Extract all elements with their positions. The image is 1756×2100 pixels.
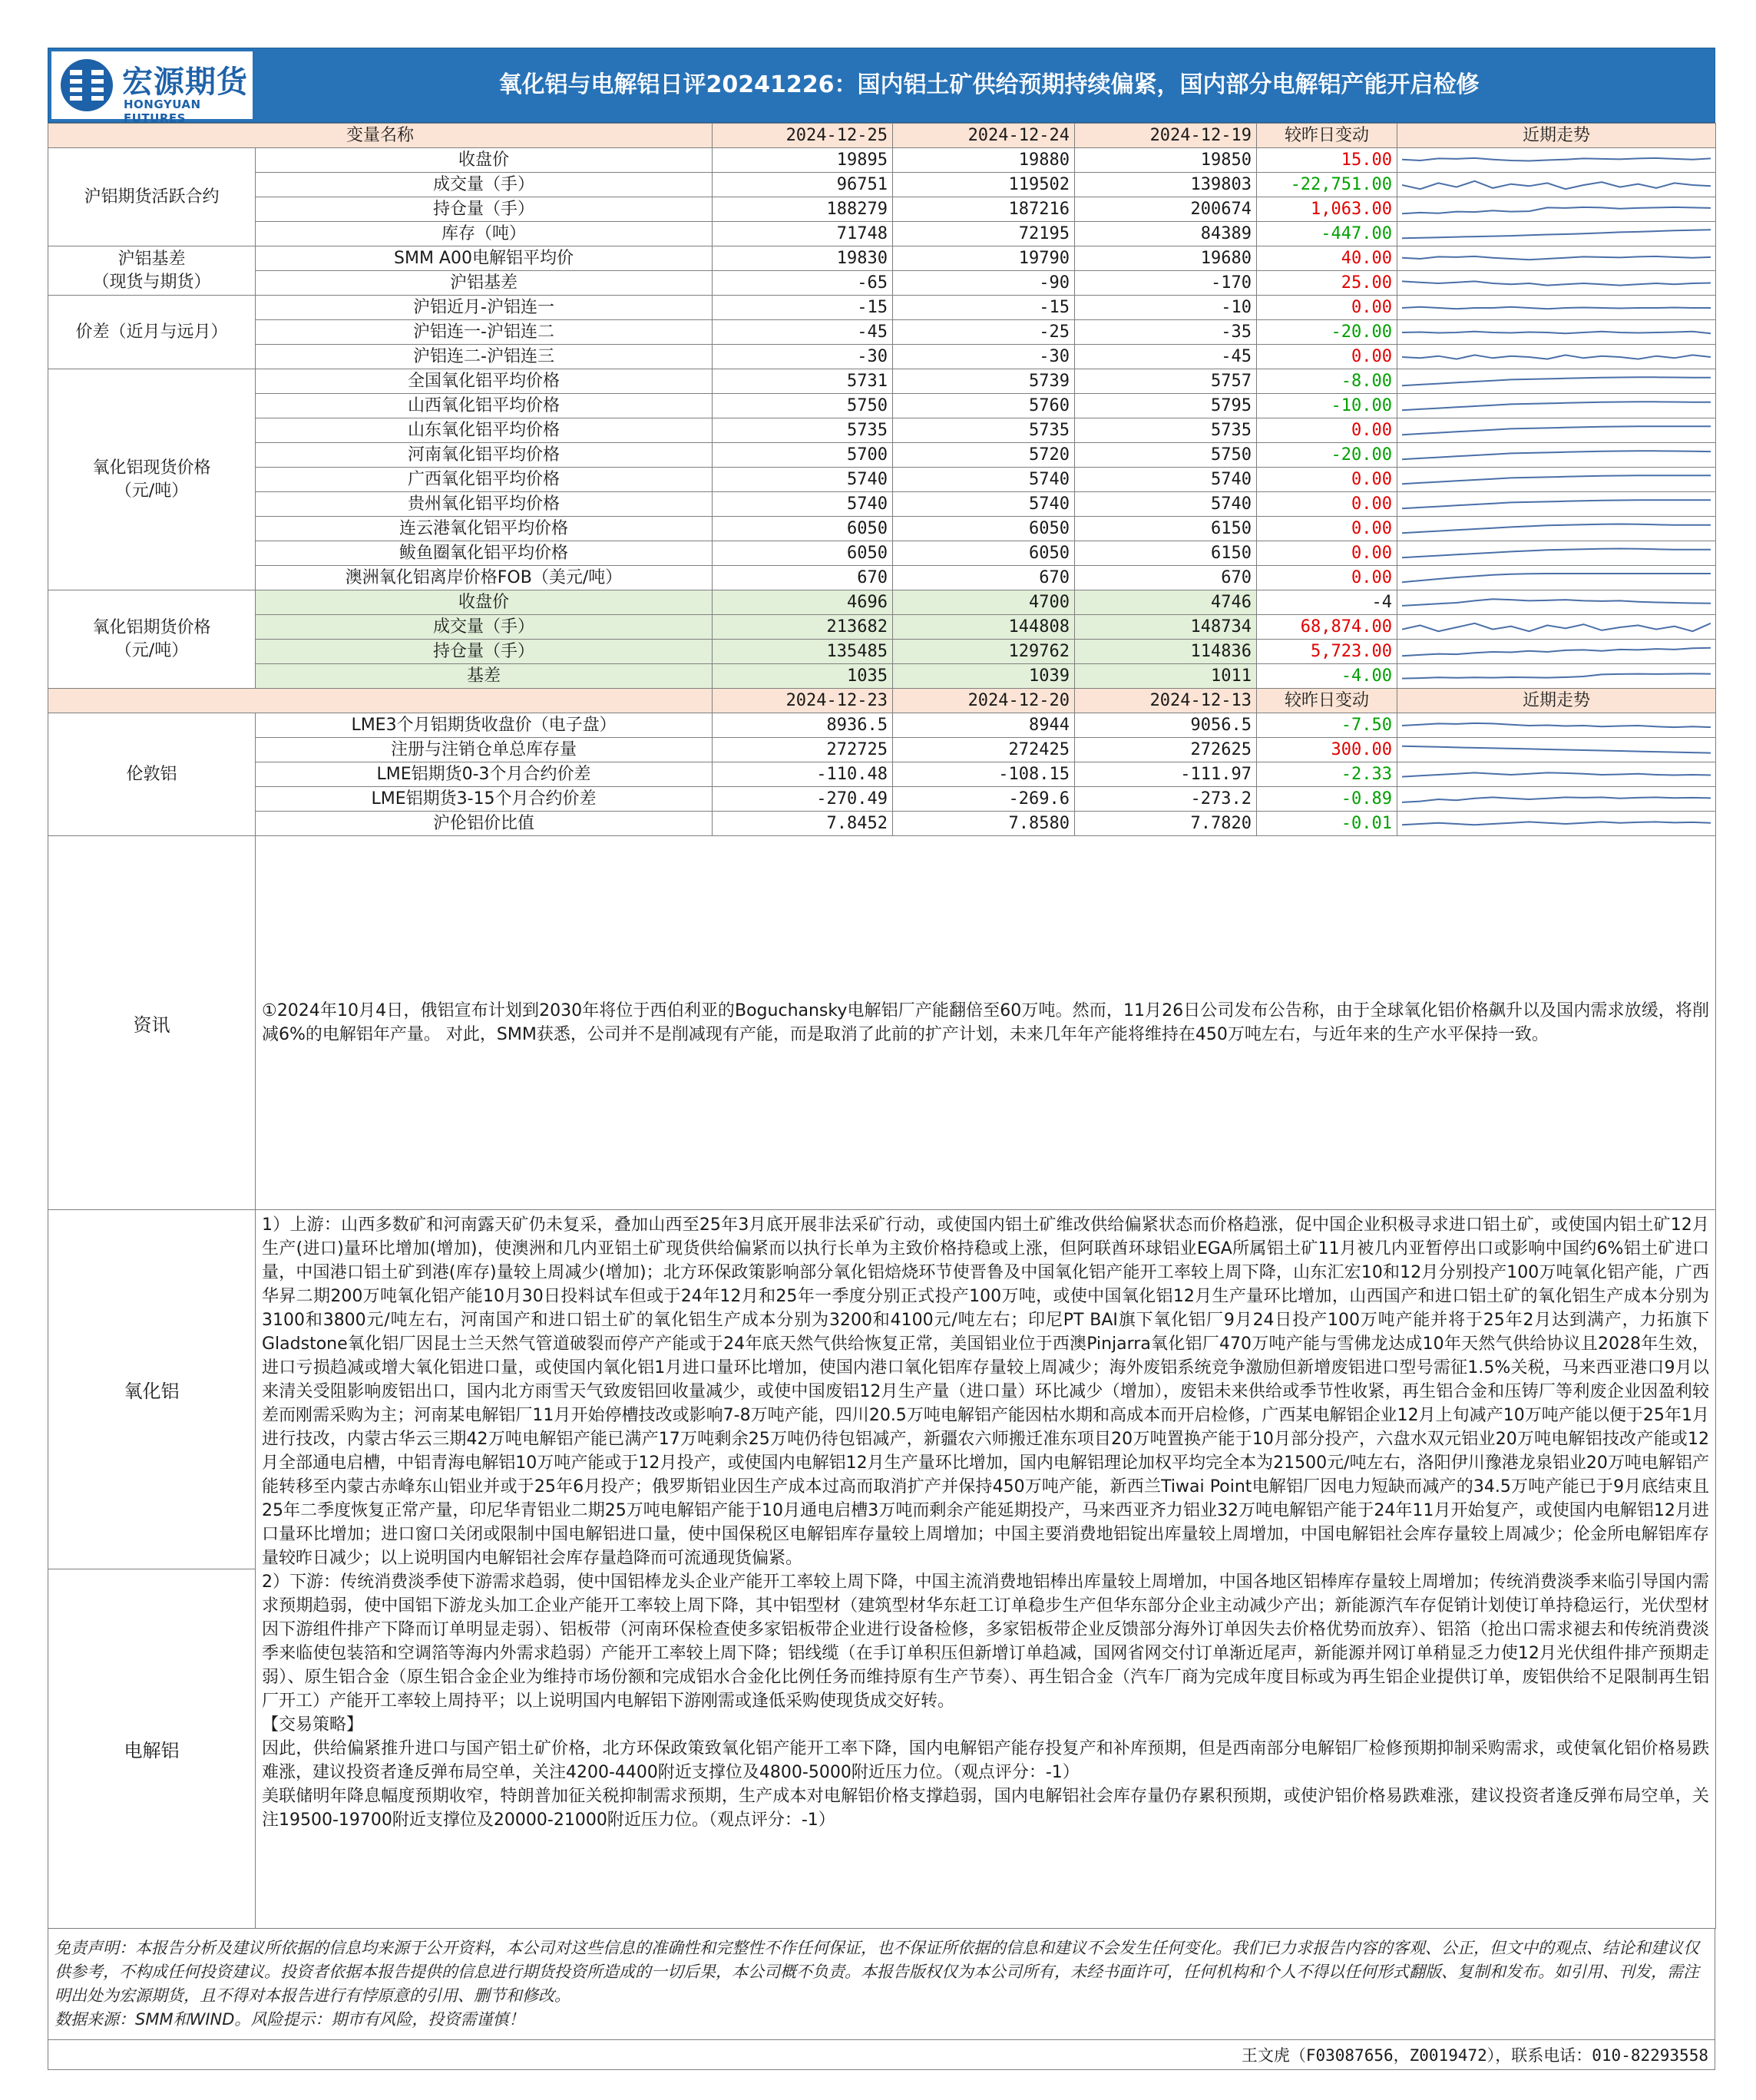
variable-name: SMM A00电解铝平均价 xyxy=(256,246,713,271)
change-value: 68,874.00 xyxy=(1257,615,1397,640)
variable-name: 澳洲氧化铝离岸价格FOB（美元/吨） xyxy=(256,566,713,590)
variable-name: 沪铝连一-沪铝连二 xyxy=(256,320,713,345)
sparkline-cell xyxy=(1397,812,1716,836)
table-row xyxy=(48,640,1716,664)
alumina-label: 氧化铝 xyxy=(48,1210,255,1569)
header-trend: 近期走势 xyxy=(1397,689,1716,713)
header-variable-name: 变量名称 xyxy=(48,124,713,148)
value-v2: 5720 xyxy=(893,443,1075,468)
sparkline-cell xyxy=(1397,640,1716,664)
trend-line xyxy=(1402,500,1711,508)
aluminum-label: 电解铝 xyxy=(124,1740,180,1761)
value-v1: 5750 xyxy=(713,394,893,418)
value-v1: -15 xyxy=(713,296,893,320)
sparkline-cell xyxy=(1397,394,1716,418)
trend-sparkline xyxy=(1402,494,1711,514)
value-v2: 6050 xyxy=(893,517,1075,541)
table-row xyxy=(48,517,1716,541)
variable-name: LME3个月铝期货收盘价（电子盘） xyxy=(256,713,713,738)
value-v1: -45 xyxy=(713,320,893,345)
variable-name: LME铝期货3-15个月合约价差 xyxy=(256,787,713,812)
sparkline-cell xyxy=(1397,296,1716,320)
value-v3: 7.7820 xyxy=(1075,812,1257,836)
value-v3: 272625 xyxy=(1075,738,1257,762)
value-v3: 5740 xyxy=(1075,492,1257,517)
variable-name: 广西氧化铝平均价格 xyxy=(256,468,713,492)
value-v2: -25 xyxy=(893,320,1075,345)
trend-line xyxy=(1402,402,1711,410)
table-row xyxy=(48,812,1716,836)
value-v3: 84389 xyxy=(1075,222,1257,246)
value-v3: 1011 xyxy=(1075,664,1257,689)
trend-line xyxy=(1402,475,1711,484)
value-v1: 272725 xyxy=(713,738,893,762)
value-v2: 5760 xyxy=(893,394,1075,418)
value-v2: 5735 xyxy=(893,418,1075,443)
value-v1: 19830 xyxy=(713,246,893,271)
value-v3: 148734 xyxy=(1075,615,1257,640)
table-row xyxy=(48,566,1716,590)
value-v3: 4746 xyxy=(1075,590,1257,615)
value-v1: 213682 xyxy=(713,615,893,640)
value-v1: 188279 xyxy=(713,197,893,222)
value-v3: 9056.5 xyxy=(1075,713,1257,738)
sparkline-cell xyxy=(1397,173,1716,197)
variable-name: 沪伦铝价比值 xyxy=(256,812,713,836)
header-date-d3: 2024-12-19 xyxy=(1075,124,1257,148)
sparkline-cell xyxy=(1397,664,1716,689)
trend-sparkline xyxy=(1402,224,1711,244)
report-page xyxy=(48,48,1715,2070)
change-value: -8.00 xyxy=(1257,369,1397,394)
change-value: -0.01 xyxy=(1257,812,1397,836)
trend-sparkline xyxy=(1402,421,1711,441)
analyst-contact: 王文虎（F03087656，Z0019472），联系电话：010-82293558 xyxy=(48,2040,1715,2070)
table-row xyxy=(48,713,1716,738)
value-v2: 1039 xyxy=(893,664,1075,689)
trend-line xyxy=(1402,331,1711,333)
sparkline-cell xyxy=(1397,418,1716,443)
value-v1: -65 xyxy=(713,271,893,296)
table-header-row xyxy=(48,689,1716,713)
change-value: -4.00 xyxy=(1257,664,1397,689)
value-v3: -170 xyxy=(1075,271,1257,296)
value-v1: 19895 xyxy=(713,148,893,173)
trend-line xyxy=(1402,524,1711,533)
trend-sparkline xyxy=(1402,765,1711,785)
trend-line xyxy=(1402,306,1711,309)
trend-sparkline xyxy=(1402,200,1711,220)
analysis-text: 1）上游：山西多数矿和河南露天矿仍未复采，叠加山西至25年3月底开展非法采矿行动，或使国内铝土矿维改供给偏紧状态而价格趋涨，促中国企业积极寻求进口铝土矿，或使国内铝土矿12月生产(进口)量环比增加(增加)，使澳洲和几内亚铝土矿现货供给偏紧而以执行长单为主致价格持稳或上涨，但阿联酋环球铝业EGA所属铝土矿11月被几内亚暂停出口或影响中国约6%铝土矿进口量，中国港口铝土矿到港(库存)量较上周减少(增加)；北方环保政策影响部分氧化铝焙烧环节使晋鲁及中国氧化铝产能开工率较上周下降，山东汇宏10和12月分别投产100万吨氧化铝产能，广西华昇二期200万吨氧化铝产能10月30日投料试车但或于24年12月和25年一季度分别正式投产100万吨，或使中国氧化铝12月生产量环比增加，山西国产和进口铝土矿的氧化铝生产成本分别为3100和3800元/吨左右，河南国产和进口铝土矿的氧化铝生产成本分别为3200和4100元/吨左右；印尼PT BAI旗下氧化铝厂9月24日投产100万吨产能并将于25年2月达到满产，力拓旗下Gladstone氧化铝厂因昆士兰天然气管道破裂而停产产能或于24年底天然气供给恢复正常，美国铝业位于西澳Pinjarra氧化铝厂470万吨产能与雪佛龙达成10年天然气供给协议且2028年生效，进口亏损趋减或增大氧化铝进口量，或使国内氧化铝1月进口量环比增加，使国内港口氧化铝库存量较上周减少；海外废铝系统竞争激励但新增废铝进口型号需征1.5%关税，马来西亚港口9月以来清关受阻影响废铝出口，国内北方雨雪天气致废铝回收量减少，或使中国废铝12月生产量（进口量）环比减少（增加），废铝未来供给或季节性收紧，再生铝合金和压铸厂等利废企业因盈利较差而刚需采购为主；河南某电解铝厂11月开始停槽技改或影响7-8万吨产能，四川20.5万吨电解铝产能因枯水期和高成本而开启检修，广西某电解铝企业12月上旬减产10万吨产能以便于25年1月进行技改，内蒙古华云三期42万吨电解铝产能已满产17万吨剩余25万吨仍待包铝减产，新疆农六师搬迁准东项目20万吨置换产能于10月部分投产，六盘水双元铝业20万吨电解铝技改产能或12月全部通电启槽，中铝青海电解铝10万吨产能或于12月投产，或使国内电解铝12月生产量环比增加，国内电解铝理论加权平均完全本为21500元/吨左右，洛阳伊川豫港龙泉铝业20万吨电解铝产能转移至内蒙古赤峰东山铝业并或于25年6月投产；俄罗斯铝业因生产成本过高而取消扩产并保持450万吨产能，新西兰Tiwai Point电解铝厂因电力短缺而减产的34.5万吨产能已于9月底结束且25年二季度恢复正常产量，印尼华青铝业二期25万吨电解铝产能于10月通电启槽3万吨而剩余产能延期投产，马来西亚齐力铝业32万吨电解铝产能于24年11月开始复产，或使国内电解铝12月进口量环比增加；进口窗口关闭或限制中国电解铝进口量，使中国保税区电解铝库存量较上周增加；中国主要消费地铝锭出库量较上周增加，中国电解铝社会库存量较上周减少；伦金所电解铝库存量较昨日减少；以上说明国内电解铝社会库存量趋降而可流通现货偏紧。 2）下游：传统消费淡季使下游需求趋弱，使中国铝棒龙头企业产能开工率较上周下降，中国主流消费地铝棒出库量较上周增加，中国各地区铝棒库存量较上周增加；传统消费淡季来临引导国内需求预期趋弱，使中国铝下游龙头加工企业产能开工率较上周下降，其中铝型材（建筑型材华东赶工订单稳步生产但华东部分企业主动减少产出；新能源汽车存促销计划使订单持稳运行，光伏型材因下游组件排产下降而订单明显走弱）、铝板带（河南环保检查使多家铝板带企业进行设备检修，多家铝板带企业反馈部分海外订单因失去价格优势而放弃）、铝箔（抢出口需求褪去和传统消费淡季来临使包装箔和空调箔等海内外需求趋弱）产能开工率较上周下降；铝线缆（在手订单积压但新增订单趋减，国网省网交付订单渐近尾声，新能源并网订单稍显乏力使12月光伏组件排产预期走弱）、原生铝合金（原生铝合金企业为维持市场份额和完成铝水合金化比例任务而维持原有生产节奏）、再生铝合金（汽车厂商为完成年度目标或为再生铝企业提供订单，废铝供给不足限制再生铝厂开工）产能开工率较上周持平；以上说明国内电解铝下游刚需或逢低采购使现货成交好转。 【交易策略】 因此，供给偏紧推升进口与国产铝土矿价格，北方环保政策致氧化铝产能开工率下降，国内电解铝产能存投复产和补库预期，但是西南部分电解铝厂检修预期抑制采购需求，或使氧化铝价格易跌难涨，建议投资者逢反弹布局空单，关注4200-4400附近支撑位及4800-5000附近压力位。（观点评分：-1） 美联储明年降息幅度预期收窄，特朗普加征关税抑制需求预期，生产成本对电解铝价格支撑趋弱，国内电解铝社会库存量仍存累积预期，或使沪铝价格易跌难涨，建议投资者逢反弹布局空单，关注19500-19700附近支撑位及20000-21000附近压力位。（观点评分：-1） xyxy=(256,1210,1716,1929)
variable-name: 鲅鱼圈氧化铝平均价格 xyxy=(256,541,713,566)
trend-line xyxy=(1402,647,1711,655)
value-v3: 19850 xyxy=(1075,148,1257,173)
trend-line xyxy=(1402,355,1711,359)
change-value: 15.00 xyxy=(1257,148,1397,173)
trend-sparkline xyxy=(1402,273,1711,293)
table-row xyxy=(48,468,1716,492)
variable-name: LME铝期货0-3个月合约价差 xyxy=(256,762,713,787)
report-title: 氧化铝与电解铝日评20241226：国内铝土矿供给预期持续偏紧，国内部分电解铝产能开启检修 xyxy=(498,71,1480,98)
trend-sparkline xyxy=(1402,150,1711,170)
variable-name: 河南氧化铝平均价格 xyxy=(256,443,713,468)
variable-name: 贵州氧化铝平均价格 xyxy=(256,492,713,517)
trend-line xyxy=(1402,377,1711,385)
trend-line xyxy=(1402,157,1711,160)
sparkline-cell xyxy=(1397,492,1716,517)
table-row xyxy=(48,492,1716,517)
analysis-section xyxy=(48,1210,1716,1929)
value-v2: 19880 xyxy=(893,148,1075,173)
sparkline-cell xyxy=(1397,246,1716,271)
sparkline-cell xyxy=(1397,369,1716,394)
change-value: 0.00 xyxy=(1257,418,1397,443)
variable-name: 收盘价 xyxy=(256,148,713,173)
change-value: -4 xyxy=(1257,590,1397,615)
value-v3: 200674 xyxy=(1075,197,1257,222)
news-label: 资讯 xyxy=(48,836,256,1210)
sparkline-cell xyxy=(1397,468,1716,492)
value-v2: 119502 xyxy=(893,173,1075,197)
header-date-d3: 2024-12-13 xyxy=(1075,689,1257,713)
value-v2: 7.8580 xyxy=(893,812,1075,836)
change-value: 1,063.00 xyxy=(1257,197,1397,222)
table-row xyxy=(48,369,1716,394)
value-v2: 4700 xyxy=(893,590,1075,615)
table-row xyxy=(48,738,1716,762)
trend-sparkline xyxy=(1402,617,1711,637)
value-v2: 19790 xyxy=(893,246,1075,271)
sparkline-cell xyxy=(1397,443,1716,468)
value-v1: 670 xyxy=(713,566,893,590)
value-v2: 6050 xyxy=(893,541,1075,566)
value-v1: 71748 xyxy=(713,222,893,246)
trend-sparkline xyxy=(1402,347,1711,367)
row-group-label: 价差（近月与远月） xyxy=(48,296,256,369)
value-v1: -30 xyxy=(713,345,893,369)
row-group-label: 氧化铝期货价格 （元/吨） xyxy=(48,590,256,689)
trend-sparkline xyxy=(1402,814,1711,834)
variable-name: 沪铝基差 xyxy=(256,271,713,296)
value-v1: 135485 xyxy=(713,640,893,664)
trend-line xyxy=(1402,281,1711,285)
value-v3: 5757 xyxy=(1075,369,1257,394)
table-row xyxy=(48,246,1716,271)
variable-name: 成交量（手） xyxy=(256,615,713,640)
change-value: 0.00 xyxy=(1257,541,1397,566)
header-trend: 近期走势 xyxy=(1397,124,1716,148)
trend-sparkline xyxy=(1402,249,1711,269)
value-v3: 139803 xyxy=(1075,173,1257,197)
trend-sparkline xyxy=(1402,716,1711,736)
change-value: -447.00 xyxy=(1257,222,1397,246)
table-row xyxy=(48,271,1716,296)
value-v2: 5739 xyxy=(893,369,1075,394)
value-v2: 272425 xyxy=(893,738,1075,762)
trend-line xyxy=(1402,180,1711,188)
header-date-d1: 2024-12-23 xyxy=(713,689,893,713)
trend-sparkline xyxy=(1402,740,1711,760)
change-value: -2.33 xyxy=(1257,762,1397,787)
table-row xyxy=(48,394,1716,418)
trend-sparkline xyxy=(1402,322,1711,342)
sparkline-cell xyxy=(1397,271,1716,296)
value-v1: 6050 xyxy=(713,541,893,566)
table-row xyxy=(48,418,1716,443)
header-date-d2: 2024-12-24 xyxy=(893,124,1075,148)
change-value: -0.89 xyxy=(1257,787,1397,812)
market-data-table xyxy=(48,123,1716,836)
value-v3: 19680 xyxy=(1075,246,1257,271)
value-v1: 8936.5 xyxy=(713,713,893,738)
trend-sparkline xyxy=(1402,789,1711,809)
sparkline-cell xyxy=(1397,197,1716,222)
row-group-label: 沪铝期货活跃合约 xyxy=(48,148,256,246)
sparkline-cell xyxy=(1397,517,1716,541)
variable-name: 沪铝连二-沪铝连三 xyxy=(256,345,713,369)
sparkline-cell xyxy=(1397,566,1716,590)
trend-sparkline xyxy=(1402,372,1711,392)
value-v1: 6050 xyxy=(713,517,893,541)
table-row xyxy=(48,787,1716,812)
trend-sparkline xyxy=(1402,568,1711,588)
trend-sparkline xyxy=(1402,642,1711,662)
change-value: -10.00 xyxy=(1257,394,1397,418)
value-v1: -110.48 xyxy=(713,762,893,787)
value-v3: 114836 xyxy=(1075,640,1257,664)
trend-line xyxy=(1402,746,1711,752)
change-value: 0.00 xyxy=(1257,492,1397,517)
variable-name: 收盘价 xyxy=(256,590,713,615)
trend-line xyxy=(1402,822,1711,825)
table-row xyxy=(48,296,1716,320)
sparkline-cell xyxy=(1397,148,1716,173)
value-v2: -30 xyxy=(893,345,1075,369)
variable-name: 库存（吨） xyxy=(256,222,713,246)
variable-name: 基差 xyxy=(256,664,713,689)
value-v1: 5740 xyxy=(713,492,893,517)
value-v3: 6150 xyxy=(1075,541,1257,566)
trend-sparkline xyxy=(1402,593,1711,613)
change-value: 300.00 xyxy=(1257,738,1397,762)
value-v1: 7.8452 xyxy=(713,812,893,836)
change-value: 25.00 xyxy=(1257,271,1397,296)
news-text: ①2024年10月4日，俄铝宣布计划到2030年将位于西伯利亚的Boguchansky电解铝厂产能翻倍至60万吨。然而，11月26日公司发布公告称，由于全球氧化铝价格飙升以及国内需求放缓，将削减6%的电解铝年产量。 对此，SMM获悉，公司并不是削减现有产能，而是取消了此前的扩产计划，未来几年年产能将维持在450万吨左右，与近年来的生产水平保持一致。 xyxy=(256,836,1716,1210)
value-v2: 187216 xyxy=(893,197,1075,222)
value-v3: -45 xyxy=(1075,345,1257,369)
sparkline-cell xyxy=(1397,590,1716,615)
value-v1: 4696 xyxy=(713,590,893,615)
value-v3: 5750 xyxy=(1075,443,1257,468)
variable-name: 连云港氧化铝平均价格 xyxy=(256,517,713,541)
trend-sparkline xyxy=(1402,470,1711,490)
trend-sparkline xyxy=(1402,298,1711,318)
value-v3: 670 xyxy=(1075,566,1257,590)
value-v3: -10 xyxy=(1075,296,1257,320)
sparkline-cell xyxy=(1397,762,1716,787)
hongyuan-logo-icon xyxy=(59,58,114,113)
commentary-table xyxy=(48,835,1716,1929)
sparkline-cell xyxy=(1397,541,1716,566)
row-group-label: 氧化铝现货价格 （元/吨） xyxy=(48,369,256,590)
variable-name: 持仓量（手） xyxy=(256,197,713,222)
value-v1: 5731 xyxy=(713,369,893,394)
change-value: 5,723.00 xyxy=(1257,640,1397,664)
value-v1: 5700 xyxy=(713,443,893,468)
table-row xyxy=(48,222,1716,246)
trend-line xyxy=(1402,797,1711,802)
row-group-label: 沪铝基差 （现货与期货） xyxy=(48,246,256,296)
logo-english-name: HONGYUAN FUTURES xyxy=(124,98,201,125)
trend-line xyxy=(1402,548,1711,557)
trend-line xyxy=(1402,623,1711,630)
value-v3: 6150 xyxy=(1075,517,1257,541)
sparkline-cell xyxy=(1397,738,1716,762)
trend-line xyxy=(1402,426,1711,435)
trend-line xyxy=(1402,230,1711,238)
sparkline-cell xyxy=(1397,345,1716,369)
header-change: 较昨日变动 xyxy=(1257,124,1397,148)
variable-name: 成交量（手） xyxy=(256,173,713,197)
trend-sparkline xyxy=(1402,519,1711,539)
trend-line xyxy=(1402,772,1711,776)
table-row xyxy=(48,345,1716,369)
value-v3: -35 xyxy=(1075,320,1257,345)
value-v1: 5735 xyxy=(713,418,893,443)
trend-line xyxy=(1402,574,1711,582)
sparkline-cell xyxy=(1397,320,1716,345)
variable-name: 持仓量（手） xyxy=(256,640,713,664)
variable-name: 山东氧化铝平均价格 xyxy=(256,418,713,443)
value-v2: -15 xyxy=(893,296,1075,320)
table-row xyxy=(48,173,1716,197)
table-row xyxy=(48,148,1716,173)
value-v1: 1035 xyxy=(713,664,893,689)
variable-name: 沪铝近月-沪铝连一 xyxy=(256,296,713,320)
row-group-label: 伦敦铝 xyxy=(48,713,256,836)
table-row xyxy=(48,320,1716,345)
change-value: -22,751.00 xyxy=(1257,173,1397,197)
value-v2: -108.15 xyxy=(893,762,1075,787)
change-value: 40.00 xyxy=(1257,246,1397,271)
news-section xyxy=(48,836,1716,1210)
value-v3: 5735 xyxy=(1075,418,1257,443)
sparkline-cell xyxy=(1397,713,1716,738)
disclaimer: 免责声明：本报告分析及建议所依据的信息均来源于公开资料，本公司对这些信息的准确性和完整性不作任何保证，也不保证所依据的信息和建议不会发生任何变化。我们已力求报告内容的客观、公正，但文中的观点、结论和建议仅供参考，不构成任何投资建议。投资者依据本报告提供的信息进行期货投资所造成的一切后果，本公司概不负责。本报告版权仅为本公司所有，未经书面许可，任何机构和个人不得以任何形式翻版、复制和发布。如引用、刊发，需注明出处为宏源期货，且不得对本报告进行有悖原意的引用、删节和修改。 数据来源：SMM和WIND。风险提示：期市有风险，投资需谨慎！ xyxy=(48,1929,1715,2040)
table-header-row xyxy=(48,124,1716,148)
value-v2: 144808 xyxy=(893,615,1075,640)
table-row xyxy=(48,197,1716,222)
trend-sparkline xyxy=(1402,396,1711,416)
trend-sparkline xyxy=(1402,666,1711,686)
table-row xyxy=(48,443,1716,468)
variable-name: 注册与注销仓单总库存量 xyxy=(256,738,713,762)
value-v3: 5795 xyxy=(1075,394,1257,418)
header-date-d1: 2024-12-25 xyxy=(713,124,893,148)
value-v1: -270.49 xyxy=(713,787,893,812)
trend-line xyxy=(1402,599,1711,606)
change-value: 0.00 xyxy=(1257,345,1397,369)
trend-sparkline xyxy=(1402,175,1711,195)
trend-sparkline xyxy=(1402,544,1711,564)
variable-name: 山西氧化铝平均价格 xyxy=(256,394,713,418)
value-v3: 5740 xyxy=(1075,468,1257,492)
table-row xyxy=(48,664,1716,689)
change-value: 0.00 xyxy=(1257,517,1397,541)
table-row xyxy=(48,541,1716,566)
table-row xyxy=(48,762,1716,787)
value-v2: -90 xyxy=(893,271,1075,296)
value-v1: 96751 xyxy=(713,173,893,197)
value-v2: 8944 xyxy=(893,713,1075,738)
change-value: -20.00 xyxy=(1257,320,1397,345)
sparkline-cell xyxy=(1397,615,1716,640)
variable-name: 全国氧化铝平均价格 xyxy=(256,369,713,394)
change-value: -20.00 xyxy=(1257,443,1397,468)
value-v1: 5740 xyxy=(713,468,893,492)
value-v2: 129762 xyxy=(893,640,1075,664)
value-v2: 5740 xyxy=(893,492,1075,517)
table-row xyxy=(48,615,1716,640)
value-v2: 5740 xyxy=(893,468,1075,492)
report-header xyxy=(48,48,1715,123)
change-value: -7.50 xyxy=(1257,713,1397,738)
trend-line xyxy=(1402,256,1711,259)
value-v2: -269.6 xyxy=(893,787,1075,812)
sparkline-cell xyxy=(1397,222,1716,246)
header-date-d2: 2024-12-20 xyxy=(893,689,1075,713)
value-v3: -273.2 xyxy=(1075,787,1257,812)
value-v2: 670 xyxy=(893,566,1075,590)
logo-chinese-name: 宏源期货 xyxy=(122,64,248,100)
company-logo xyxy=(51,51,253,125)
header-change: 较昨日变动 xyxy=(1257,689,1397,713)
table-row xyxy=(48,590,1716,615)
header-variable-name xyxy=(48,689,713,713)
change-value: 0.00 xyxy=(1257,296,1397,320)
value-v3: -111.97 xyxy=(1075,762,1257,787)
sparkline-cell xyxy=(1397,787,1716,812)
trend-line xyxy=(1402,207,1711,213)
trend-line xyxy=(1402,673,1711,678)
trend-sparkline xyxy=(1402,445,1711,465)
trend-line xyxy=(1402,451,1711,459)
change-value: 0.00 xyxy=(1257,468,1397,492)
change-value: 0.00 xyxy=(1257,566,1397,590)
trend-line xyxy=(1402,723,1711,726)
value-v2: 72195 xyxy=(893,222,1075,246)
